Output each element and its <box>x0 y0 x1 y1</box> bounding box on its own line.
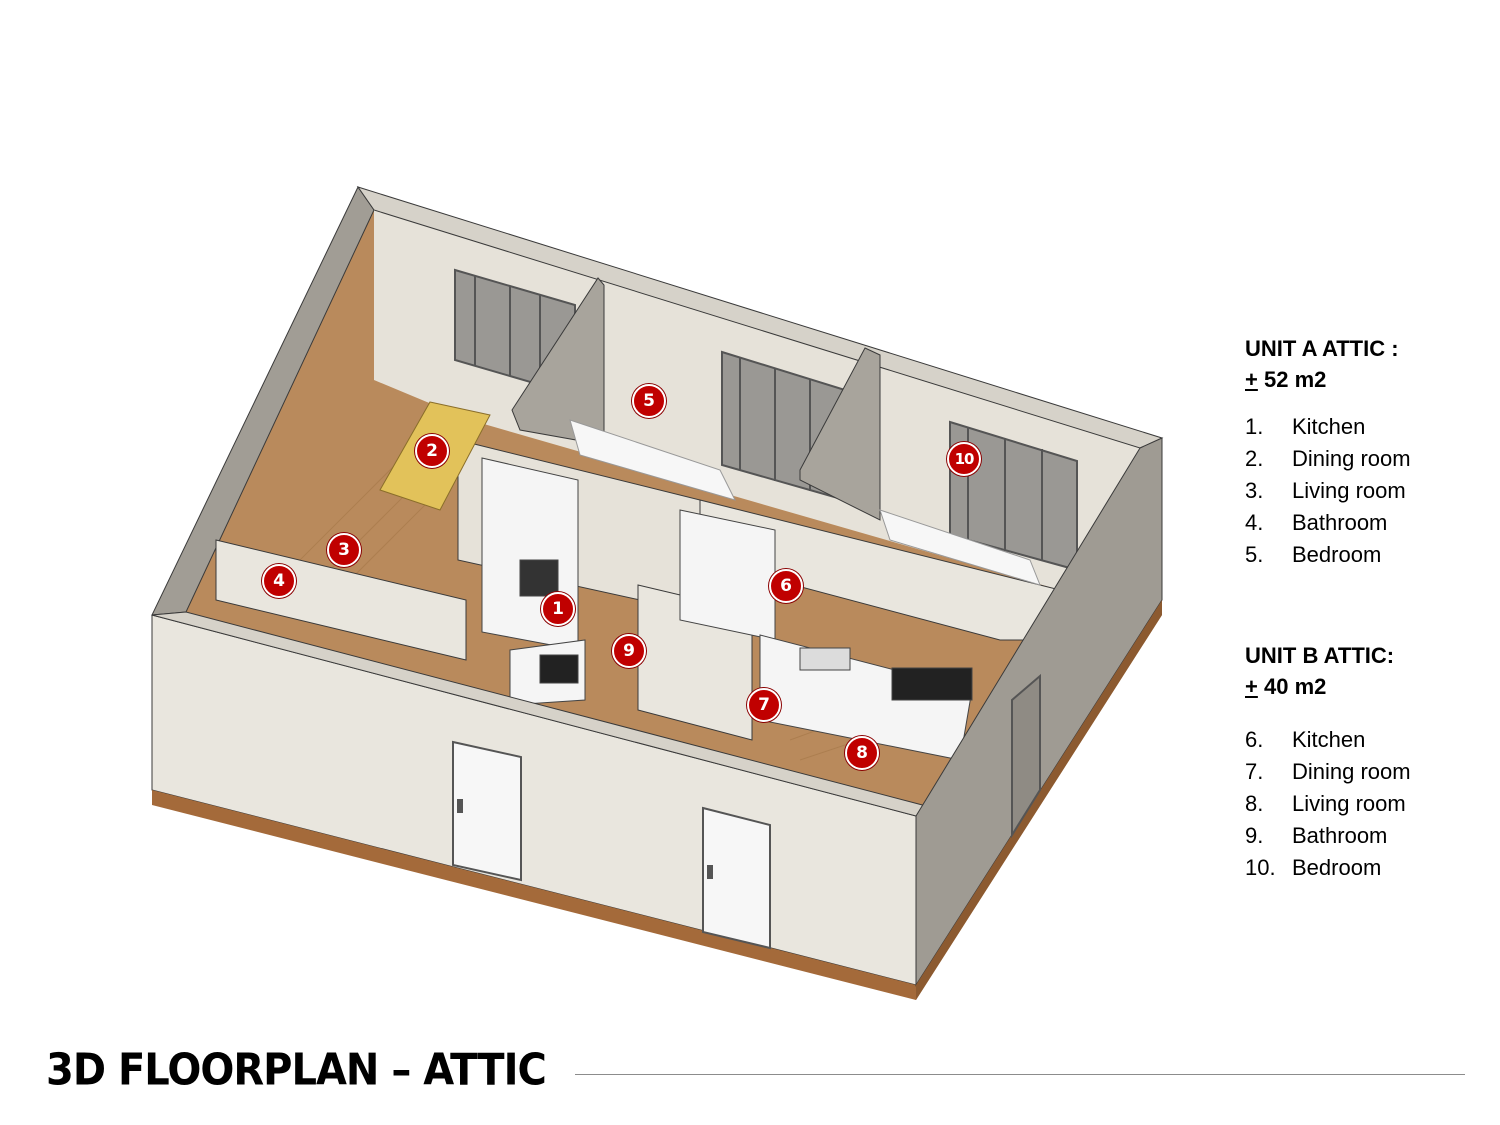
room-number: 8. <box>1245 791 1264 816</box>
room-name: Dining room <box>1292 759 1411 784</box>
front-door-a <box>453 742 521 880</box>
room-marker-5: 5 <box>632 384 666 418</box>
room-number: 10. <box>1245 855 1276 880</box>
list-item <box>1245 852 1411 884</box>
room-name: Bedroom <box>1292 855 1382 880</box>
room-marker-10: 10 <box>947 442 981 476</box>
list-item <box>1245 411 1411 443</box>
room-name: Bedroom <box>1292 542 1382 567</box>
unit-a-heading: UNIT A ATTIC : <box>1245 336 1399 361</box>
legend-unit-a <box>1245 333 1411 571</box>
unit-b-area-value: 40 m2 <box>1263 674 1327 699</box>
room-marker-7: 7 <box>747 688 781 722</box>
room-name: Dining room <box>1292 446 1411 471</box>
room-number: 5. <box>1245 542 1264 567</box>
list-item <box>1245 443 1411 475</box>
room-marker-2: 2 <box>415 434 449 468</box>
room-marker-9: 9 <box>612 634 646 668</box>
room-number: 4. <box>1245 510 1264 535</box>
front-door-b <box>703 808 770 948</box>
room-number: 7. <box>1245 759 1264 784</box>
unit-a-area-symbol: + <box>1245 367 1258 392</box>
unit-a-area <box>1245 364 1411 395</box>
room-marker-1: 1 <box>541 592 575 626</box>
legend-unit-b <box>1245 640 1411 884</box>
room-marker-8: 8 <box>845 736 879 770</box>
unit-a-area-value: 52 m2 <box>1263 367 1327 392</box>
room-number: 9. <box>1245 823 1264 848</box>
list-item <box>1245 475 1411 507</box>
unit-b-room-list <box>1245 724 1411 884</box>
list-item <box>1245 788 1411 820</box>
room-number: 1. <box>1245 414 1264 439</box>
room-marker-3: 3 <box>327 533 361 567</box>
list-item <box>1245 724 1411 756</box>
room-number: 3. <box>1245 478 1264 503</box>
list-item <box>1245 820 1411 852</box>
room-name: Kitchen <box>1292 727 1366 752</box>
unit-b-heading: UNIT B ATTIC: <box>1245 643 1395 668</box>
room-marker-6: 6 <box>769 569 803 603</box>
room-name: Bathroom <box>1292 823 1388 848</box>
room-name: Living room <box>1292 791 1406 816</box>
room-name: Bathroom <box>1292 510 1388 535</box>
list-item <box>1245 756 1411 788</box>
room-name: Living room <box>1292 478 1406 503</box>
unit-b-area-symbol: + <box>1245 674 1258 699</box>
room-marker-4: 4 <box>262 564 296 598</box>
title-divider <box>575 1074 1465 1075</box>
room-name: Kitchen <box>1292 414 1366 439</box>
list-item <box>1245 539 1411 571</box>
unit-b-area <box>1245 671 1411 702</box>
page-title: 3D FLOORPLAN – ATTIC <box>46 1045 546 1096</box>
room-number: 6. <box>1245 727 1264 752</box>
list-item <box>1245 507 1411 539</box>
room-number: 2. <box>1245 446 1264 471</box>
unit-a-room-list <box>1245 411 1411 571</box>
